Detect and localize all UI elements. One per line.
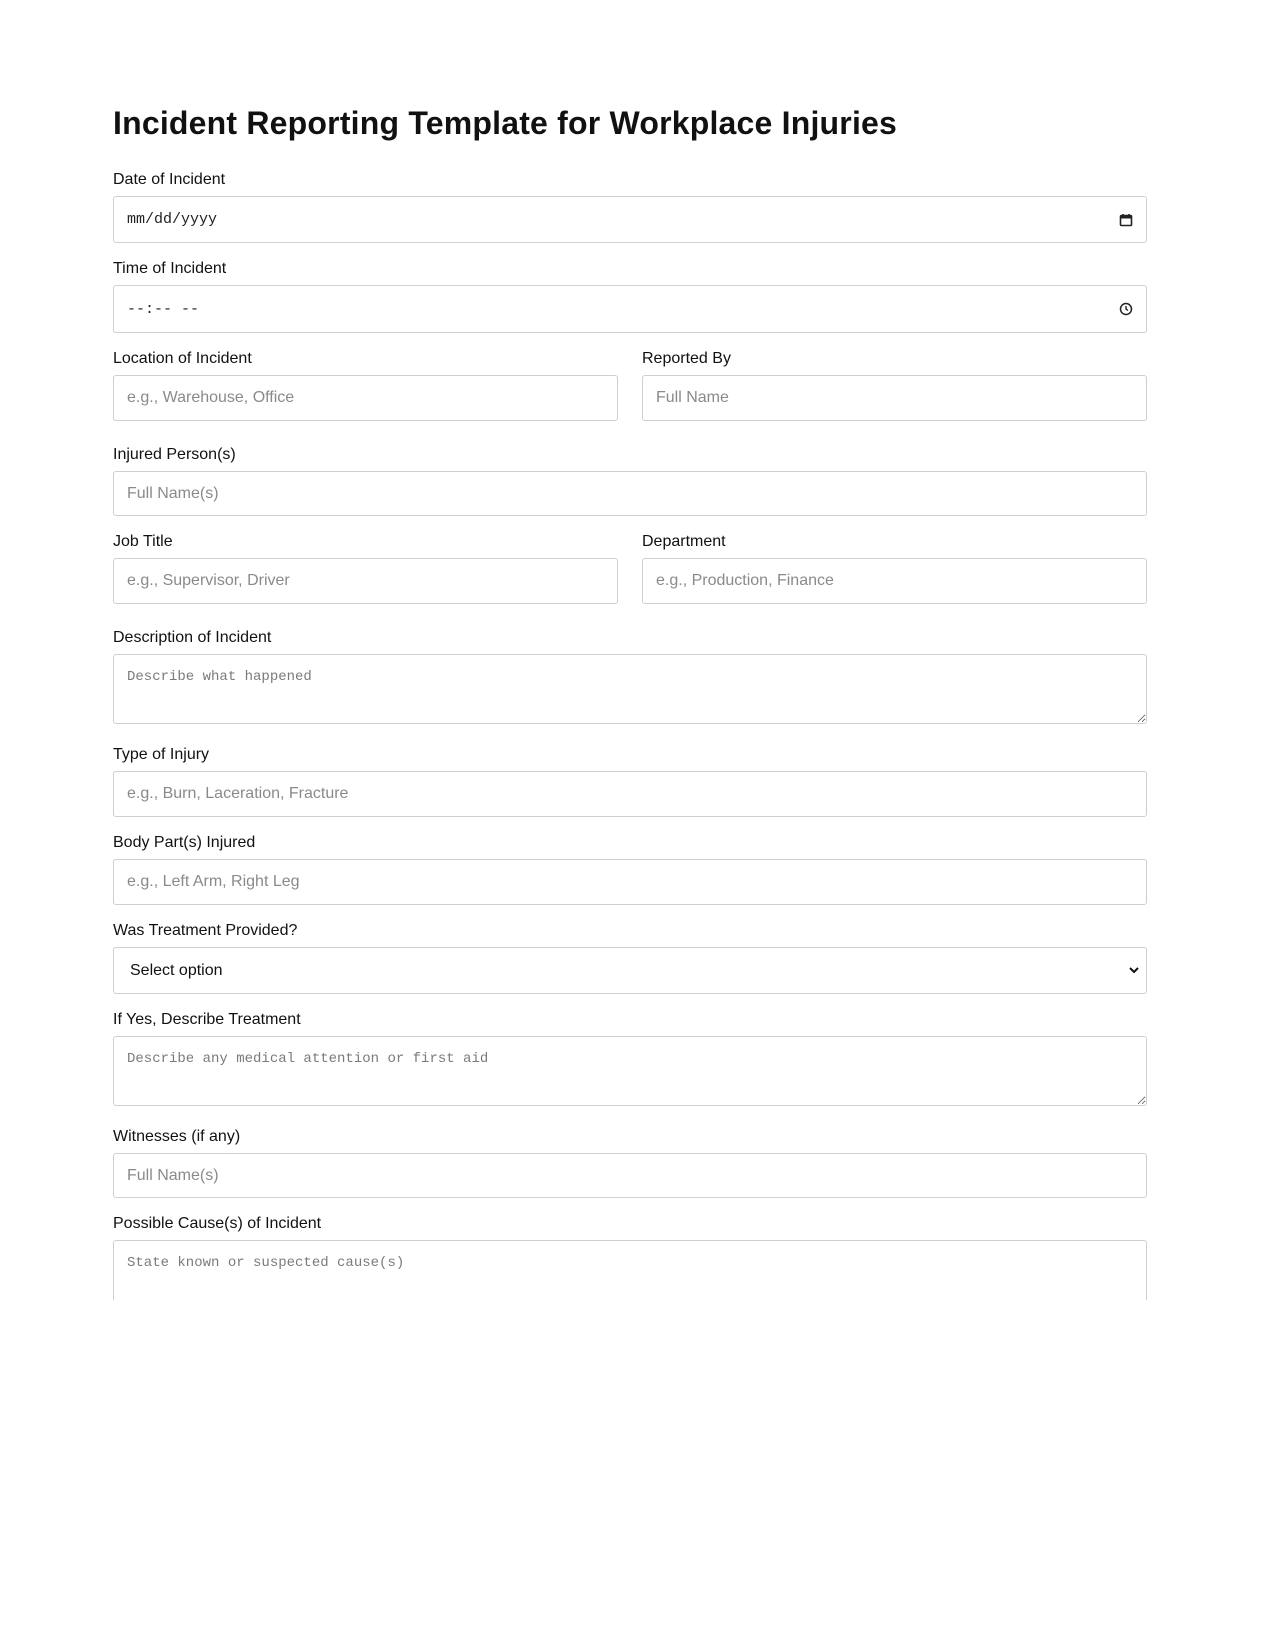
incident-report-form — [113, 100, 1147, 1300]
reported-by-group — [642, 349, 1147, 421]
injury-type-group — [113, 745, 1147, 817]
injury-type-label: Type of Injury — [113, 746, 210, 763]
treatment-select-wrap — [113, 947, 1147, 994]
treatment-desc-group — [113, 1010, 1147, 1111]
causes-group — [113, 1214, 1147, 1300]
witnesses-label: Witnesses (if any) — [113, 1128, 241, 1145]
witnesses-group — [113, 1127, 1147, 1198]
department-input[interactable] — [642, 558, 1147, 604]
time-input-value: --:-- -- — [127, 300, 200, 318]
clock-icon[interactable] — [1119, 302, 1133, 316]
time-group — [113, 259, 1147, 333]
injured-label: Injured Person(s) — [113, 446, 236, 463]
treatment-select[interactable] — [113, 947, 1147, 994]
injured-group — [113, 445, 1147, 516]
department-label: Department — [642, 533, 726, 550]
date-input[interactable] — [113, 196, 1147, 243]
time-input[interactable] — [113, 285, 1147, 333]
body-parts-label: Body Part(s) Injured — [113, 834, 256, 851]
job-title-label: Job Title — [113, 533, 173, 550]
location-input[interactable] — [113, 375, 618, 421]
date-group — [113, 170, 1147, 243]
location-reporter-row — [113, 349, 1147, 421]
department-group — [642, 532, 1147, 604]
page-title: Incident Reporting Template for Workplace Injuries — [113, 105, 898, 141]
description-textarea[interactable] — [113, 654, 1147, 724]
calendar-icon[interactable] — [1119, 213, 1133, 227]
treatment-desc-label: If Yes, Describe Treatment — [113, 1011, 301, 1028]
causes-textarea[interactable] — [113, 1240, 1147, 1300]
location-label: Location of Incident — [113, 350, 252, 367]
treatment-group — [113, 921, 1147, 994]
causes-label: Possible Cause(s) of Incident — [113, 1215, 322, 1232]
treatment-label: Was Treatment Provided? — [113, 922, 298, 939]
injured-input[interactable] — [113, 471, 1147, 516]
reported-by-input[interactable] — [642, 375, 1147, 421]
reported-by-label: Reported By — [642, 350, 731, 367]
time-label: Time of Incident — [113, 260, 227, 277]
location-group — [113, 349, 618, 421]
job-department-row — [113, 532, 1147, 604]
description-label: Description of Incident — [113, 629, 272, 646]
body-parts-input[interactable] — [113, 859, 1147, 905]
job-title-group — [113, 532, 618, 604]
description-group — [113, 628, 1147, 729]
treatment-desc-textarea[interactable] — [113, 1036, 1147, 1106]
date-input-value: mm/dd/yyyy — [127, 211, 218, 228]
witnesses-input[interactable] — [113, 1153, 1147, 1198]
date-label: Date of Incident — [113, 171, 226, 188]
body-parts-group — [113, 833, 1147, 905]
injury-type-input[interactable] — [113, 771, 1147, 817]
job-title-input[interactable] — [113, 558, 618, 604]
